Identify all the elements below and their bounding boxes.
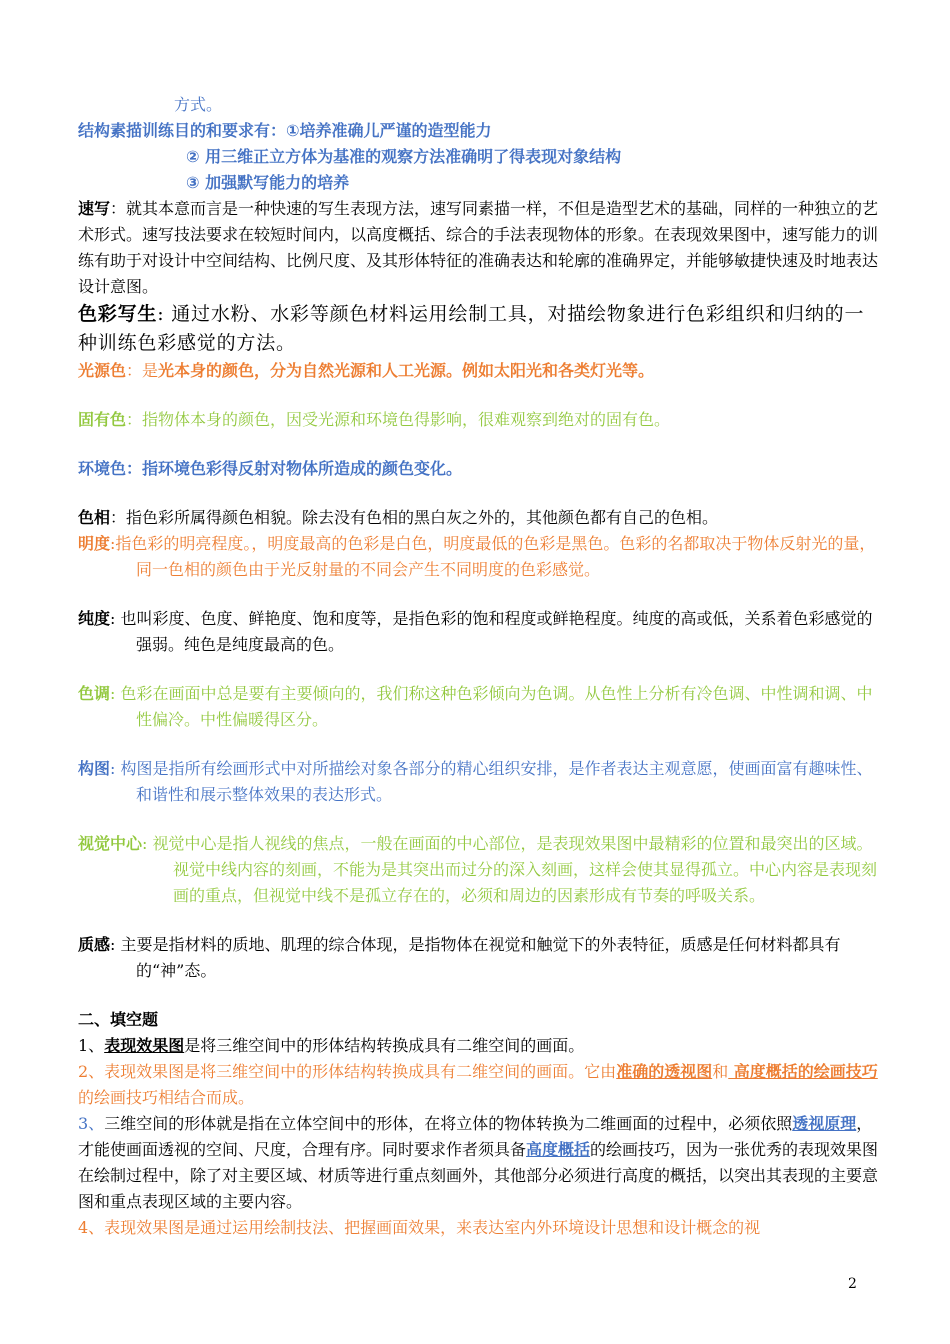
section-heading: 二、填空题 [78, 1010, 159, 1029]
definition-text: : 通过水粉、水彩等颜色材料运用绘制工具，对描绘物象进行色彩组织和归纳的一种训练色彩感觉的方法。 [78, 303, 865, 354]
term-label: 光源色 [78, 361, 127, 380]
definition-text: : 视觉中心是指人视线的焦点，一般在画面的中心部位，是表现效果图中最精彩的位置和最突出的区域。视觉中线内容的刻画，不能为是其突出而过分的深入刻画，这样会使其显得孤立。中心内容是表现刻画的重点，但视觉中线不是孤立存在的，必须和周边的因素形成有节奏的呼吸关系。 [142, 834, 878, 905]
definition-text: :指色彩的明亮程度。，明度最高的色彩是白色，明度最低的色彩是黑色。色彩的名都取决于物体反射光的量，同一色相的颜色由于光反射量的不同会产生不同明度的色彩感觉。 [110, 534, 876, 579]
visual-center-definition [78, 831, 884, 909]
environment-color: 环境色：指环境色彩得反射对物体所造成的颜色变化。 [78, 459, 463, 478]
inherent-color [78, 407, 884, 433]
question-1 [78, 1033, 884, 1059]
term-label: 色彩写生 [78, 303, 158, 325]
answer-text: 高度概括的绘画技巧 [728, 1062, 878, 1081]
saturation-definition [78, 606, 884, 658]
question-text: ，才能使画面透视的空间、尺度，合理有序。同时要求作者须具备 [78, 1114, 873, 1159]
term-label: 色调 [78, 684, 111, 703]
question-text: 的绘画技巧，因为一张优秀的表现效果图在绘制过程中，除了对主要区域、材质等进行重点刻画外，其他部分必须进行高度的概括，以突出其表现的主要意图和重点表现区域的主要内容。 [78, 1140, 879, 1211]
term-label: 速写 [78, 199, 111, 218]
definition-text: : 构图是指所有绘画形式中对所描绘对象各部分的精心组织安排，是作者表达主观意愿，使画面富有趣味性、和谐性和展示整体效果的表达形式。 [110, 759, 873, 804]
answer-text: 透视原理 [792, 1114, 857, 1133]
brightness-definition [78, 531, 884, 583]
definition-text: ：就其本意而言是一种快速的写生表现方法，速写同素描一样，不但是造型艺术的基础，同样的一种独立的艺术形式。速写技法要求在较短时间内，以高度概括、综合的手法表现物体的形象。在表现效果图中，速写能力的训练有助于对设计中空间结构、比例尺度、及其形体特征的准确表达和轮廓的准确界定，并能够敏捷快速及时地表达设计意图。 [78, 199, 879, 296]
definition-text: : 主要是指材料的质地、肌理的综合体现，是指物体在视觉和触觉下的外表特征，质感是任何材料都具有的“神”态。 [110, 935, 841, 980]
question-text: 三维空间的形体就是指在立体空间中的形体，在将立体的物体转换为二维画面的过程中，必须依照 [104, 1114, 793, 1133]
structure-sketch-goal-2: ② 用三维正立方体为基准的观察方法准确明了得表现对象结构 [186, 147, 622, 166]
term-label: 明度 [78, 534, 111, 553]
light-source-color [78, 358, 884, 384]
term-label: 纯度 [78, 609, 111, 628]
document-body [78, 92, 884, 1241]
tone-definition [78, 681, 884, 733]
definition-text: ：是 [126, 361, 159, 380]
structure-sketch-goals: 结构素描训练目的和要求有：①培养准确儿严谨的造型能力 [78, 121, 492, 140]
sketch-definition [78, 196, 884, 300]
question-number: 1、 [78, 1036, 105, 1055]
definition-text: : 色彩在画面中总是要有主要倾向的，我们称这种色彩倾向为色调。从色性上分析有冷色调、中性调和调、中性偏冷。中性偏暖得区分。 [110, 684, 873, 729]
term-label: 视觉中心 [78, 834, 143, 853]
term-label: 固有色 [78, 410, 127, 429]
color-sketch-definition [78, 300, 884, 358]
term-label: 色相 [78, 508, 111, 527]
page-number: 2 [848, 1276, 857, 1292]
definition-text: ：指色彩所属得颜色相貌。除去没有色相的黑白灰之外的，其他颜色都有自己的色相。 [110, 508, 719, 527]
answer-text: 高度概括 [526, 1140, 591, 1159]
answer-text: 表现效果图 [104, 1036, 185, 1055]
question-text: 2、表现效果图是将三维空间中的形体结构转换成具有二维空间的画面。它由 [78, 1062, 617, 1081]
structure-sketch-goal-3: ③ 加强默写能力的培养 [186, 173, 350, 192]
question-number: 3、 [78, 1114, 105, 1133]
definition-text: 光本身的颜色，分为自然光源和人工光源。例如太阳光和各类灯光等。 [158, 361, 655, 380]
hue-definition [78, 505, 884, 531]
composition-definition [78, 756, 884, 808]
question-4: 4、表现效果图是通过运用绘制技法、把握画面效果，来表达室内外环境设计思想和设计概念的视 [78, 1218, 761, 1237]
term-label: 质感 [78, 935, 111, 954]
definition-text: : 也叫彩度、色度、鲜艳度、饱和度等，是指色彩的饱和程度或鲜艳程度。纯度的高或低，关系着色彩感觉的强弱。纯色是纯度最高的色。 [110, 609, 873, 654]
definition-text: ：指物体本身的颜色，因受光源和环境色得影响，很难观察到绝对的固有色。 [126, 410, 671, 429]
question-text: 是将三维空间中的形体结构转换成具有二维空间的画面。 [184, 1036, 585, 1055]
question-3 [78, 1111, 884, 1215]
texture-definition [78, 932, 884, 984]
question-2 [78, 1059, 884, 1111]
answer-text: 准确的透视图 [616, 1062, 713, 1081]
continuation-line: 方式。 [174, 95, 223, 114]
question-text: 和 [712, 1062, 729, 1081]
question-text: 的绘画技巧相结合而成。 [78, 1088, 255, 1107]
term-label: 构图 [78, 759, 111, 778]
